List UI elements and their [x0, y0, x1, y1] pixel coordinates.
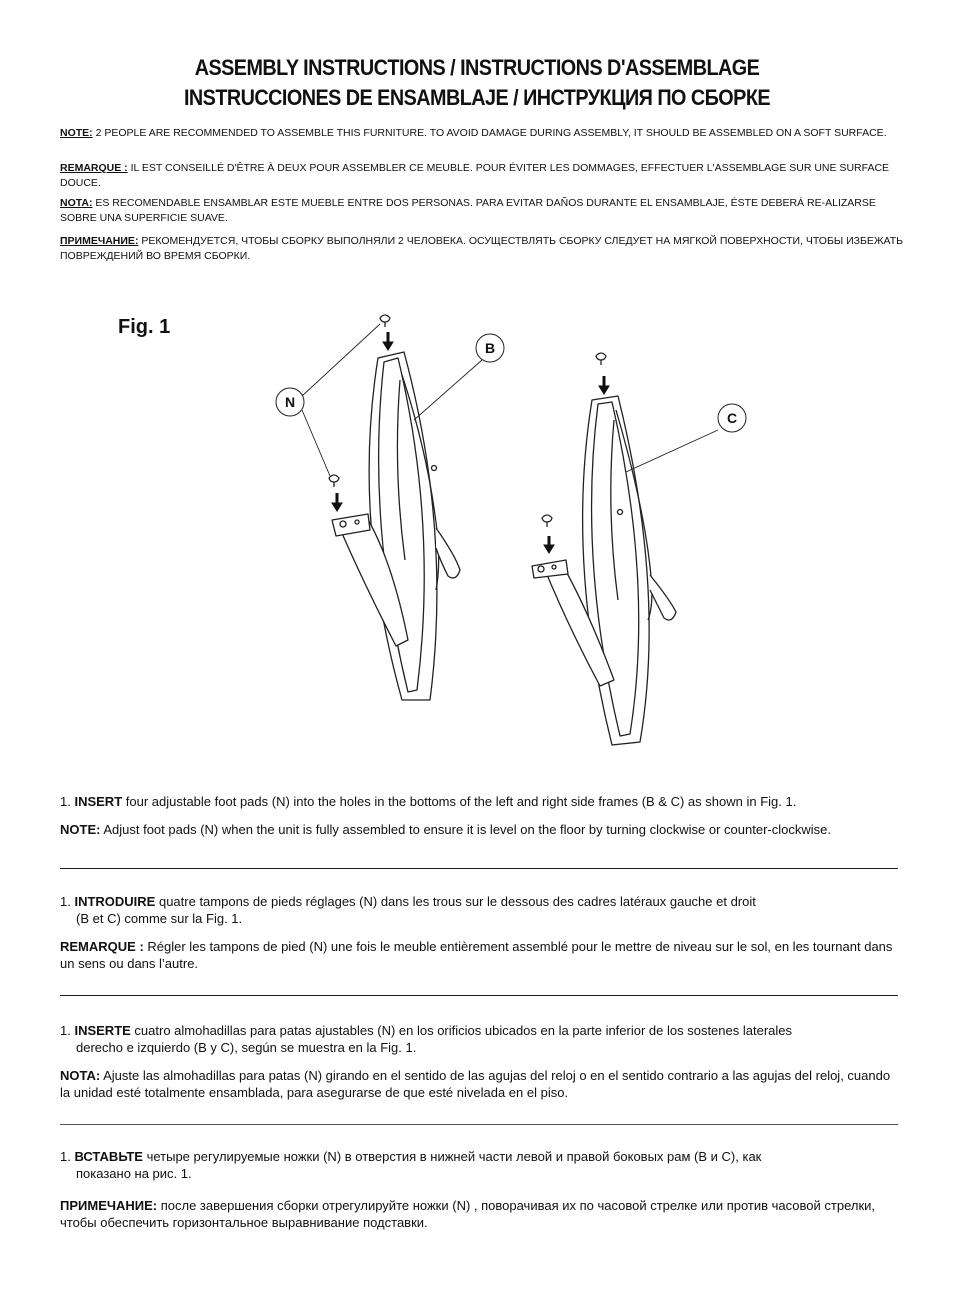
note-text: IL EST CONSEILLÉ D'ÊTRE À DEUX POUR ASSEMBLER CE MEUBLE. POUR ÉVITER LES DOMMAGES, EFFECTUER L'ASSEMBLAGE SUR UNE SURFACE DOUCE.	[60, 162, 890, 189]
step-number: 1.	[60, 894, 71, 909]
side-frame-b	[332, 352, 460, 700]
note-label: ПРИМЕЧАНИЕ:	[60, 235, 139, 247]
step-verb: INTRODUIRE	[74, 894, 156, 909]
note-text: РЕКОМЕНДУЕТСЯ, ЧТОБЫ СБОРКУ ВЫПОЛНЯЛИ 2 ЧЕЛОВЕКА. ОСУЩЕСТВЛЯТЬ СБОРКУ СЛЕДУЕТ НА МЯГКОЙ ПОВЕРХНОСТИ, ЧТОБЫ ИЗБЕЖАТЬ ПОВРЕЖДЕНИЙ ВО ВРЕМЯ СБОРКИ.	[60, 235, 904, 262]
callout-c-label: C	[726, 410, 738, 426]
figure-label: Fig. 1	[118, 316, 171, 338]
note-text: Régler les tampons de pied (N) une fois le meuble entièrement assemblé pour le mettre de niveau sur le sol, en les tournant dans un sens ou dans l’autre.	[60, 939, 893, 971]
note-label: REMARQUE :	[60, 162, 128, 174]
assembly-diagram	[0, 300, 954, 760]
note-french	[60, 161, 905, 191]
step-text-continued: показано на рис. 1.	[76, 1166, 192, 1181]
note-label: ПРИМЕЧАНИЕ:	[60, 1198, 158, 1213]
note-text: 2 PEOPLE ARE RECOMMENDED TO ASSEMBLE THIS FURNITURE. TO AVOID DAMAGE DURING ASSEMBLY, IT SHOULD BE ASSEMBLED ON A SOFT SURFACE.	[92, 127, 887, 139]
callout-n-label: N	[284, 394, 296, 410]
note-label: NOTA:	[60, 1068, 101, 1083]
divider	[60, 868, 898, 869]
step-text: четыре регулируемые ножки (N) в отверстия в нижней части левой и правой боковых рам (B и C), как	[142, 1149, 762, 1164]
instruction-en-note	[60, 821, 900, 838]
instruction-es-note	[60, 1067, 900, 1101]
instruction-en-step	[60, 793, 900, 810]
divider	[60, 995, 898, 996]
step-text-continued: derecho e izquierdo (B y C), según se muestra en la Fig. 1.	[76, 1040, 417, 1055]
step-number: 1.	[60, 1149, 71, 1164]
step-verb: ВСТАВЬТЕ	[74, 1149, 143, 1164]
note-spanish	[60, 196, 905, 226]
note-text: Adjust foot pads (N) when the unit is fully assembled to ensure it is level on the floor by turning clockwise or counter-clockwise.	[100, 822, 831, 837]
note-label: NOTA:	[60, 197, 93, 209]
page-title-line-1: ASSEMBLY INSTRUCTIONS / INSTRUCTIONS D'ASSEMBLAGE	[194, 55, 760, 80]
divider	[60, 1124, 898, 1125]
note-label: NOTE:	[60, 822, 101, 837]
note-label: REMARQUE :	[60, 939, 144, 954]
side-frame-c	[532, 396, 676, 745]
note-english	[60, 126, 905, 141]
step-text: four adjustable foot pads (N) into the holes in the bottoms of the left and right side frames (B & C) as shown in Fig. 1.	[122, 794, 797, 809]
instruction-ru-note	[60, 1197, 900, 1231]
note-text: после завершения сборки отрегулируйте ножки (N) , поворачивая их по часовой стрелке или против часовой стрелки, чтобы обеспечить горизонтальное выравнивание подставки.	[60, 1198, 876, 1230]
note-label: NOTE:	[60, 127, 93, 139]
instruction-es-step	[60, 1022, 900, 1056]
step-text: quatre tampons de pieds réglages (N) dans les trous sur le dessous des cadres latéraux gauche et droit	[155, 894, 756, 909]
instruction-ru-step	[60, 1148, 900, 1182]
step-number: 1.	[60, 1023, 71, 1038]
step-text-continued: (B et C) comme sur la Fig. 1.	[76, 911, 243, 926]
step-verb: INSERT	[74, 794, 123, 809]
step-text: cuatro almohadillas para patas ajustables (N) en los orificios ubicados en la parte inferior de los sostenes laterales	[130, 1023, 792, 1038]
note-text: ES RECOMENDABLE ENSAMBLAR ESTE MUEBLE ENTRE DOS PERSONAS. PARA EVITAR DAÑOS DURANTE EL ENSAMBLAJE, ÉSTE DEBERÁ RE-ALIZARSE SOBRE UNA SUPERFICIE SUAVE.	[60, 197, 876, 224]
step-verb: INSERTE	[74, 1023, 131, 1038]
step-number: 1.	[60, 794, 71, 809]
page-title-line-2: INSTRUCCIONES DE ENSAMBLAJE / ИНСТРУКЦИЯ ПО СБОРКЕ	[183, 85, 771, 110]
note-text: Ajuste las almohadillas para patas (N) girando en el sentido de las agujas del reloj o en el sentido contrario a las agujas del reloj, cuando la unidad esté totalmente ensamblada, para asegurarse de que esté nivelada en el piso.	[60, 1068, 891, 1100]
callout-b-label: B	[484, 340, 496, 356]
instruction-fr-note	[60, 938, 900, 972]
note-russian	[60, 234, 905, 264]
instruction-fr-step	[60, 893, 900, 927]
